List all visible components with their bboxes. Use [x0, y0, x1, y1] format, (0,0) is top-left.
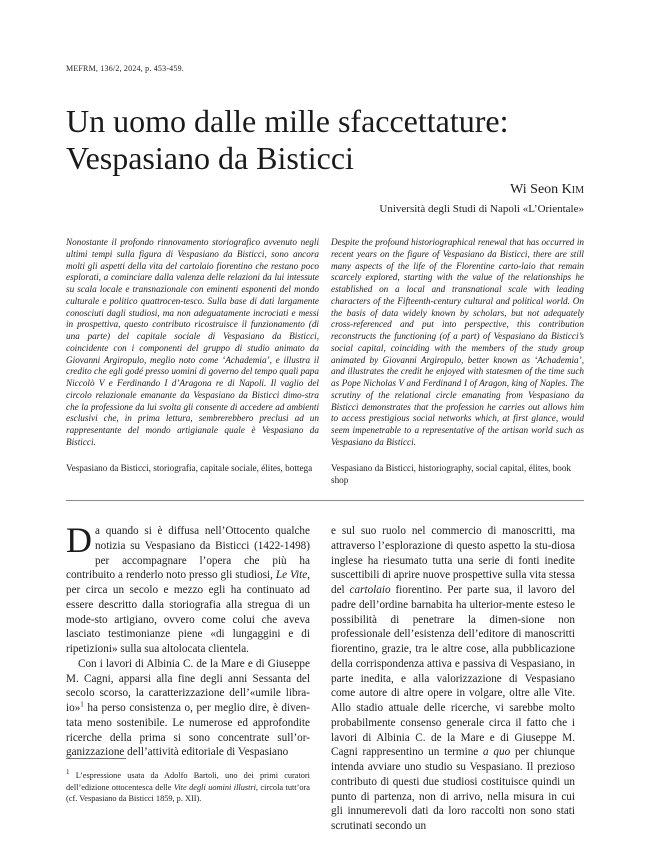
title-line-2: Vespasiano da Bisticci [66, 140, 354, 176]
abstract-italian: Nonostante il profondo rinnovamento storiografico avvenuto negli ultimi tempi sulla figura di Vespasiano da Bisticci, sono ancora molti gli aspetti della vita del cartolaio fiorentino che restano poco esplorati, a cominciare dalla valenza delle relazioni da lui intessute su scala locale e transnazionale con eminenti esponenti del mondo culturale e politico quattrocen-tesco. Sulla base di dati largamente conosciuti dagli studiosi, ma non adeguatamente incrociati e messi in prospettiva, questo contributo ricostruisce il funzionamento (di una parte) del capitale sociale di Vespasiano da Bisticci, coincidente con i componenti del gruppo di studio animato da Giovanni Argiropulo, meglio noto come ‘Achademia’, e illustra il credito che egli godé presso uomini di governo del tempo quali papa Niccolò V e Ferdinando I d’Aragona re di Napoli. Il vaglio del circolo relazionale emanante da Vespasiano da Bisticci dimo-stra che la professione da lui svolta gli consente di accedere ad ambienti esclusivi che, in prima lettura, sembrerebbero preclusi ad un rappresentante del mondo artigianale quale è Vespasiano da Bisticci. [66, 237, 319, 447]
author-last-name: Kim [561, 182, 584, 197]
footnote-number: 1 [66, 768, 70, 777]
author-name [510, 182, 584, 198]
title-line-1: Un uomo dalle mille sfaccettature: [66, 103, 509, 139]
section-divider [66, 500, 584, 501]
body-paragraph: Da quando si è diffusa nell’Ottocento qualche notizia su Vespasiano da Bisticci (1422-1498) per accompagnare l’opera che più ha contribuito a renderlo noto presso gli studiosi, Le Vite, per circa un secolo e mezzo egli ha continuato ad essere descritto dalla storiografia alla stregua di un mode-sto artigiano, ovvero come colui che aveva lasciato testimonianze piene «di lungaggini e di ripetizioni» sulla sua altolocata clientela. [66, 520, 310, 655]
journal-reference: MEFRM, 136/2, 2024, p. 453-459. [66, 64, 184, 73]
keywords-italian: Vespasiano da Bisticci, storiografia, capitale sociale, élites, bottega [66, 463, 313, 473]
keywords-english: Vespasiano da Bisticci, historiography, social capital, élites, book shop [331, 463, 572, 485]
body-column-left [66, 520, 310, 760]
author-first-name: Wi Seon [510, 182, 559, 197]
drop-cap: D [66, 520, 92, 560]
article-title [66, 103, 606, 177]
footnote: $^1$ L’espressione usata da Adolfo Bartoli, uno dei primi curatori dell’edizione ottocentesca delle Vite degli uomini illustri, circola tutt’ora (cf. Vespasiano da Bisticci 1859, p. XII). [66, 768, 310, 803]
body-column-right [331, 524, 575, 834]
body-paragraph: Con i lavori di Albinia C. de la Mare e di Giuseppe M. Cagni, apparsi alla fine degli anni Sessanta del secolo scorso, la caratterizzazione dell’«umile libra-io»$^1$ ha perso consistenza o, per meglio dire, è diven-tata meno sostenibile. Le numerose ed approfondite ricerche della prima si sono concentrate sull’or-ganizzazione dell’attività editoriale di Vespasiano [66, 657, 310, 759]
footnote-divider [66, 758, 126, 759]
author-affiliation: Università degli Studi di Napoli «L’Orientale» [379, 203, 584, 215]
body-paragraph: e sul suo ruolo nel commercio di manoscritti, ma attraverso l’esplorazione di questo aspetto la stu-diosa inglese ha riesumato tutta una serie di fonti inedite suscettibili di aprire nuove prospettive sulla vita stessa del cartolaio fiorentino. Per parte sua, il lavoro del padre dell’ordine barnabita ha ulterior-mente esteso le possibilità di penetrare la dimen-sione non professionale dell’esistenza dell’editore di manoscritti fiorentino, grazie, tra le altre cose, alla pubblicazione della corrispondenza attiva e passiva di Vespasiano, in parte inedita, e alla valorizzazione di Vespasiano come autore di altre opere in volgare, oltre alle Vite. Allo stadio attuale delle ricerche, vi sarebbe molto probabilmente consenso generale circa il fatto che i lavori di Albinia C. de la Mare e di Giuseppe M. Cagni rappresentino un termine a quo per chiunque intenda avviare uno studio su Vespasiano. Il prezioso contributo di questi due studiosi costituisce quindi un punto di partenza, non di arrivo, nella misura in cui gli innumerevoli dati da loro raccolti non sono stati scrutinati secondo un [331, 525, 576, 832]
abstract-english: Despite the profound historiographical renewal that has occurred in recent years on the figure of Vespasiano da Bisticci, there are still many aspects of the life of the Florentine carto-laio that remain scarcely explored, starting with the value of the relationships he established on a local and transnational scale with leading characters of the Fifteenth-century cultural and political world. On the basis of data widely known by scholars, but not adequately cross-referenced and put into perspective, this contribution reconstructs the functioning (of a part) of Vespasiano da Bisticci’s social capital, coinciding with the members of the study group animated by Giovanni Argiropulo, better known as ‘Achademia’, and illustrates the credit he enjoyed with statesmen of the time such as Pope Nicholas V and Ferdinand I of Aragon, king of Naples. The scrutiny of the relational circle emanating from Vespasiano da Bisticci demonstrates that the profession he carries out allows him to access prestigious social networks which, at first glance, would seem impenetrable to a representative of the artisan world such as Vespasiano da Bisticci. [331, 237, 584, 447]
footnote-ref: 1 [80, 700, 84, 709]
